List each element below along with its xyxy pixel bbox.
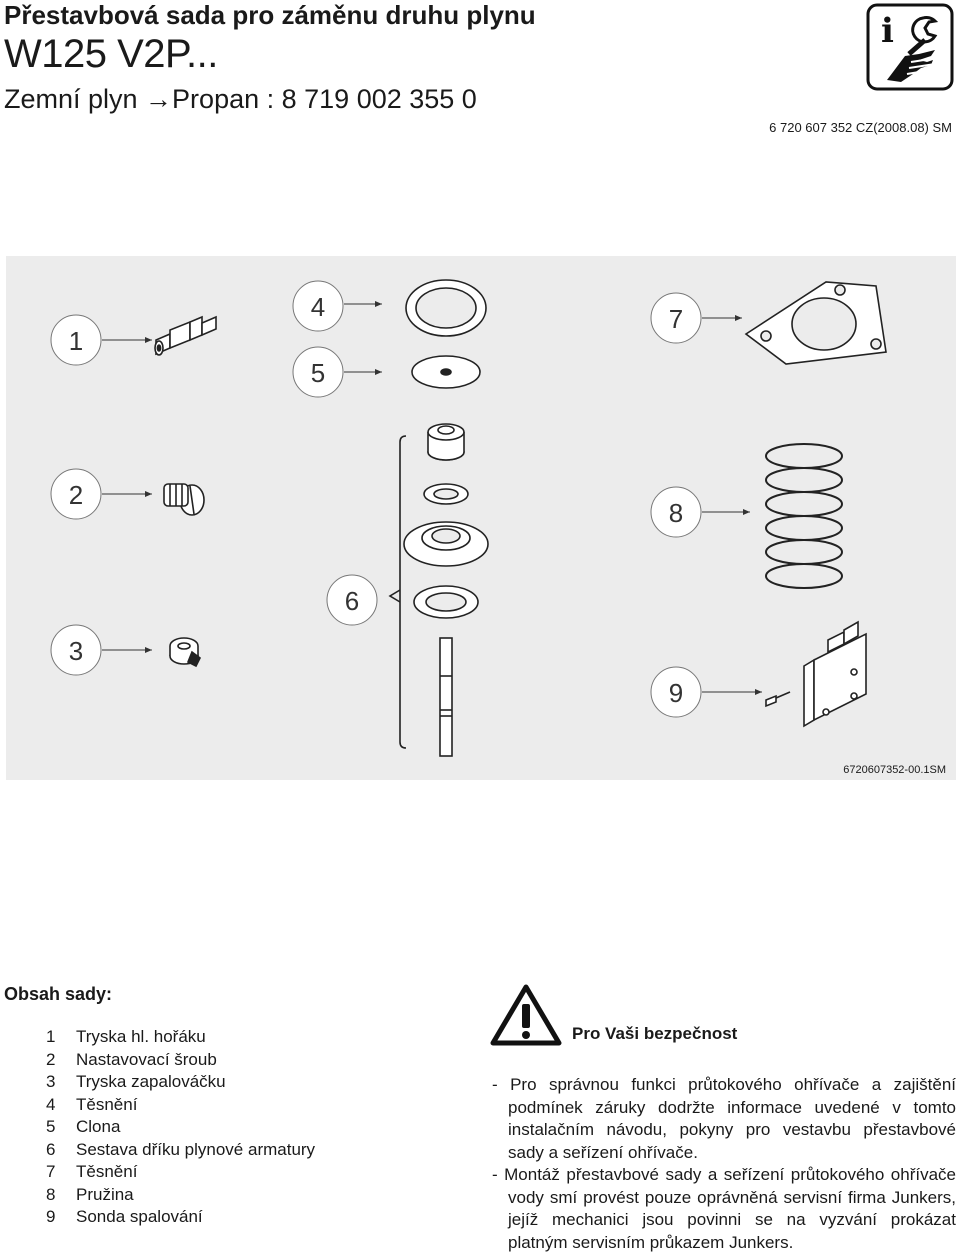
part-4-gasket bbox=[406, 280, 486, 336]
list-item: 8 Pružina bbox=[46, 1184, 134, 1204]
svg-text:5: 5 bbox=[310, 358, 326, 388]
list-item: 7 Těsnění bbox=[46, 1162, 138, 1181]
part-1-nozzle bbox=[155, 317, 216, 355]
svg-text:9: 9 bbox=[668, 678, 684, 708]
callout-8 bbox=[651, 487, 750, 537]
callout-1 bbox=[51, 315, 152, 365]
callout-9 bbox=[651, 667, 762, 717]
safety-text bbox=[492, 1074, 956, 1254]
svg-text:8: 8 bbox=[668, 498, 684, 528]
callout-4 bbox=[293, 281, 382, 331]
list-item: 4 Těsnění bbox=[46, 1094, 138, 1114]
callout-3 bbox=[51, 625, 152, 675]
safety-title: Pro Vaši bezpečnost bbox=[572, 1024, 738, 1043]
svg-text:1: 1 bbox=[68, 326, 84, 356]
callout-5 bbox=[293, 347, 382, 397]
svg-text:i: i bbox=[881, 11, 894, 51]
part-3-pilot-nozzle bbox=[170, 638, 200, 666]
svg-text:6: 6 bbox=[344, 586, 360, 616]
list-item: 5 Clona bbox=[46, 1117, 121, 1136]
warning-triangle-icon bbox=[490, 984, 562, 1046]
safety-paragraph: - Montáž přestavbové sady a seřízení průtokového ohřívače vody smí provést pouze oprávněná servisní firma Junkers, jejíž mechanici jsou povinni se na vyzvání prokázat platným servisním průkazem Junkers. bbox=[492, 1165, 956, 1252]
contents-heading: Obsah sady: bbox=[4, 984, 113, 1004]
title-line-1: Přestavbová sada pro záměnu druhu plynu bbox=[4, 0, 536, 30]
list-item: 9 Sonda spalování bbox=[46, 1207, 203, 1226]
info-service-icon bbox=[865, 2, 955, 92]
document-number: 6 720 607 352 CZ(2008.08) SM bbox=[769, 120, 952, 135]
callout-2 bbox=[51, 469, 152, 519]
parts-list bbox=[46, 1026, 315, 1229]
callout-7 bbox=[651, 293, 742, 343]
svg-text:7: 7 bbox=[668, 304, 684, 334]
svg-text:4: 4 bbox=[310, 292, 326, 322]
list-item: 1 Tryska hl. hořáku bbox=[46, 1027, 206, 1046]
list-item: 3 Tryska zapalováčku bbox=[46, 1072, 226, 1091]
callout-6 bbox=[327, 575, 377, 625]
part-6-valve-stem-assembly bbox=[390, 424, 488, 756]
part-7-gasket bbox=[746, 282, 886, 364]
svg-text:2: 2 bbox=[68, 480, 84, 510]
list-item: 2 Nastavovací šroub bbox=[46, 1049, 217, 1069]
model-title: W125 V2P... bbox=[4, 32, 218, 76]
safety-paragraph: - Pro správnou funkci průtokového ohřívače a zajištění podmínek záruky dodržte informace uvedené v tomto instalačním návodu, pokyny pro vestavbu přestavbové sady a seřízení ohřívače. bbox=[492, 1075, 956, 1162]
part-9-combustion-sensor bbox=[766, 622, 866, 726]
figure-number: 6720607352-00.1SM bbox=[843, 764, 946, 776]
conversion-title: Zemní plyn →Propan : 8 719 002 355 0 bbox=[4, 84, 477, 114]
part-8-spring bbox=[766, 444, 842, 588]
exploded-parts-figure bbox=[6, 256, 956, 780]
svg-text:3: 3 bbox=[68, 636, 84, 666]
part-2-screw bbox=[164, 484, 204, 515]
part-5-orifice bbox=[412, 356, 480, 388]
list-item: 6 Sestava dříku plynové armatury bbox=[46, 1139, 316, 1159]
